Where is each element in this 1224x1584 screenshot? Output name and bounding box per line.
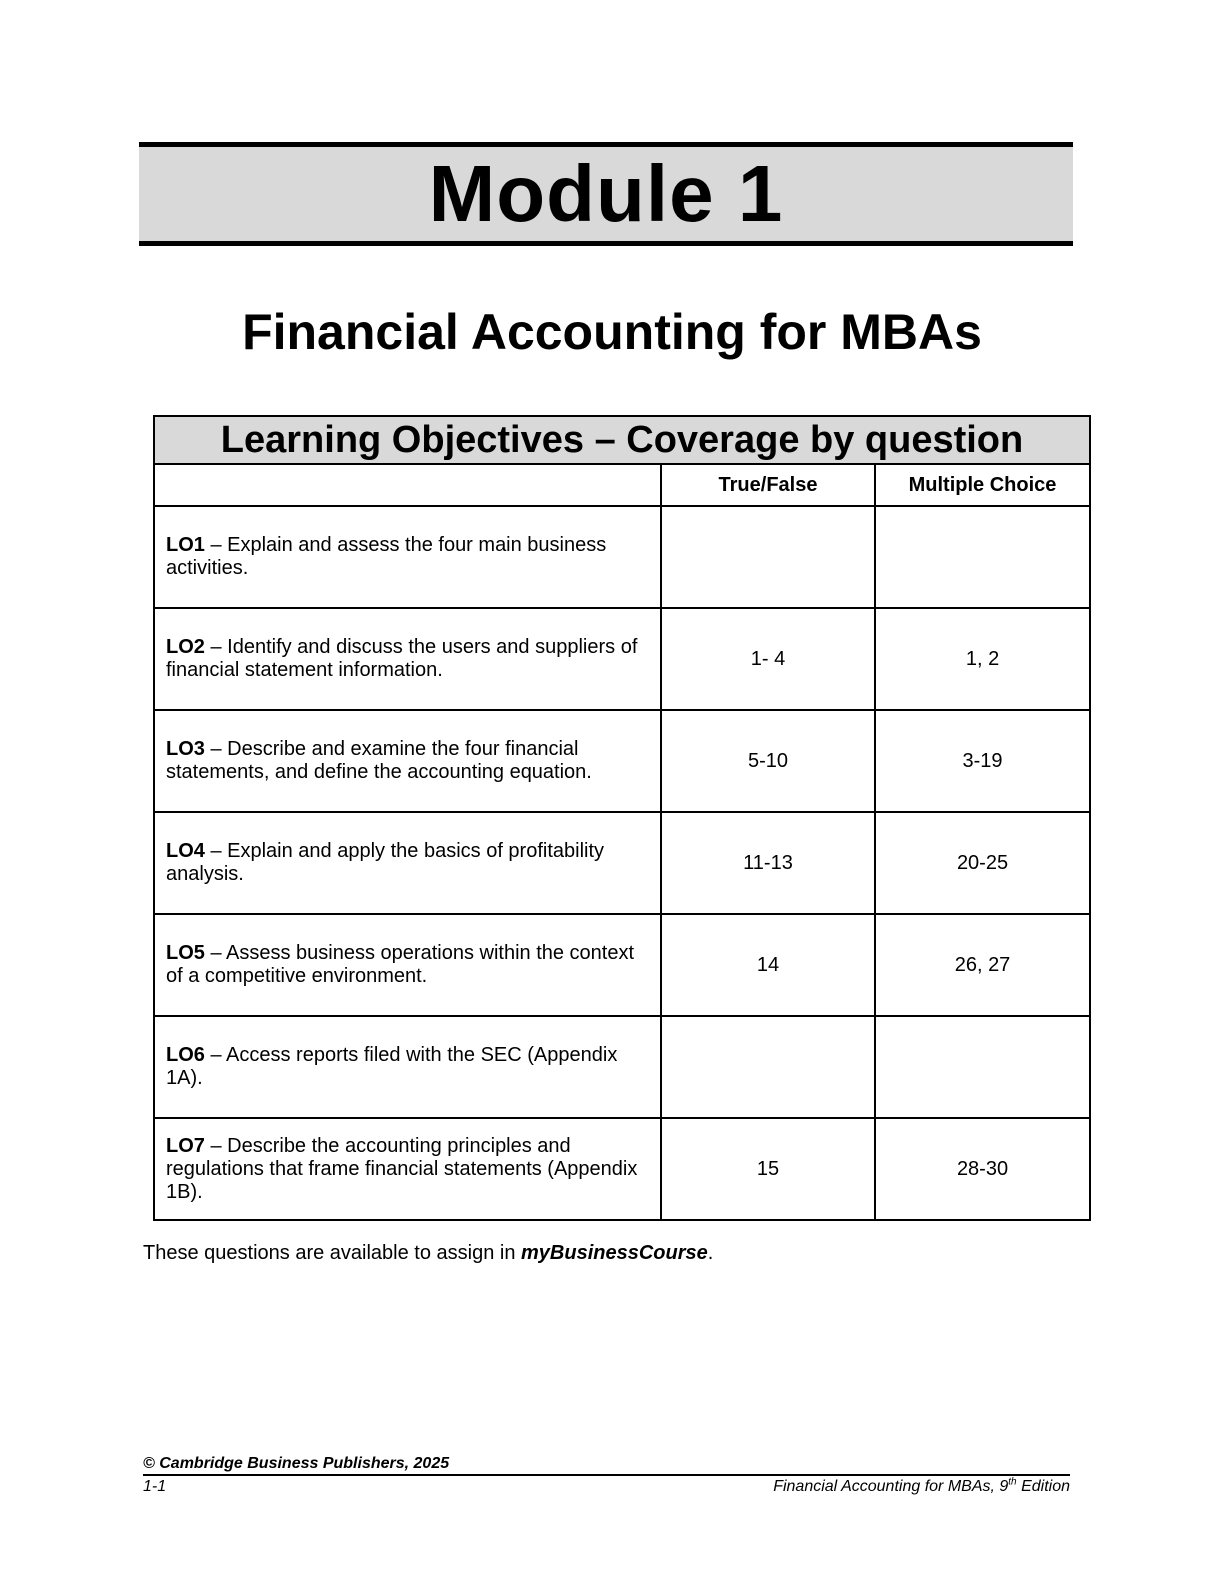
table-row [154, 1118, 1090, 1220]
multiple-choice-cell [875, 1016, 1090, 1118]
learning-objectives-table [153, 415, 1091, 1221]
edition-superscript: th [1008, 1476, 1017, 1488]
edition-suffix: Edition [1016, 1478, 1070, 1495]
multiple-choice-cell: 1, 2 [875, 608, 1090, 710]
column-header-true-false: True/False [661, 464, 875, 506]
note-prefix: These questions are available to assign in [143, 1242, 522, 1264]
table-row [154, 710, 1090, 812]
objective-description: – Assess business operations within the context of a competitive environment. [166, 942, 635, 987]
objective-cell [154, 914, 661, 1016]
objective-code: LO7 [166, 1134, 205, 1157]
true-false-cell [661, 1016, 875, 1118]
objective-cell [154, 506, 661, 608]
column-header-multiple-choice: Multiple Choice [875, 464, 1090, 506]
note-brand: myBusinessCourse [521, 1242, 708, 1264]
module-title: Module 1 [428, 149, 784, 238]
true-false-cell: 5-10 [661, 710, 875, 812]
objective-code: LO3 [166, 738, 205, 760]
objective-cell [154, 710, 661, 812]
objective-description: – Describe and examine the four financial statements, and define the accounting equation. [166, 738, 592, 783]
edition-prefix: Financial Accounting for MBAs, 9 [773, 1478, 1009, 1495]
table-caption: Learning Objectives – Coverage by question [154, 416, 1090, 464]
table-row [154, 914, 1090, 1016]
true-false-cell: 1- 4 [661, 608, 875, 710]
multiple-choice-cell: 3-19 [875, 710, 1090, 812]
table-row [154, 1016, 1090, 1118]
availability-note [143, 1241, 713, 1265]
objective-code: LO4 [166, 840, 205, 862]
book-title: Financial Accounting for MBAs [242, 304, 982, 360]
objective-description: – Explain and apply the basics of profitability analysis. [166, 840, 605, 885]
module-banner [139, 142, 1073, 246]
objective-cell [154, 812, 661, 914]
true-false-cell: 11-13 [661, 812, 875, 914]
objective-description: – Access reports filed with the SEC (Appendix 1A). [166, 1044, 618, 1089]
objective-cell [154, 608, 661, 710]
objective-cell [154, 1016, 661, 1118]
table-row [154, 812, 1090, 914]
objective-code: LO5 [166, 942, 205, 964]
objective-code: LO1 [166, 534, 205, 556]
objective-description: – Describe the accounting principles and regulations that frame financial statements (Appendix 1B). [166, 1134, 638, 1203]
note-suffix: . [707, 1242, 714, 1264]
column-header-objective [154, 464, 661, 506]
multiple-choice-cell: 26, 27 [875, 914, 1090, 1016]
footer-page-number: 1-1 [143, 1478, 167, 1495]
objective-code: LO6 [166, 1044, 205, 1066]
footer-divider [143, 1474, 1070, 1476]
objective-code: LO2 [166, 636, 205, 658]
footer-edition [773, 1478, 1070, 1496]
true-false-cell: 15 [661, 1118, 875, 1220]
table-row [154, 506, 1090, 608]
true-false-cell [661, 506, 875, 608]
footer-copyright: © Cambridge Business Publishers, 2025 [143, 1455, 450, 1472]
multiple-choice-cell: 28-30 [875, 1118, 1090, 1220]
multiple-choice-cell [875, 506, 1090, 608]
table-row [154, 608, 1090, 710]
multiple-choice-cell: 20-25 [875, 812, 1090, 914]
objective-description: – Explain and assess the four main business activities. [166, 534, 607, 579]
objective-cell [154, 1118, 661, 1220]
objective-description: – Identify and discuss the users and suppliers of financial statement information. [166, 636, 638, 681]
true-false-cell: 14 [661, 914, 875, 1016]
